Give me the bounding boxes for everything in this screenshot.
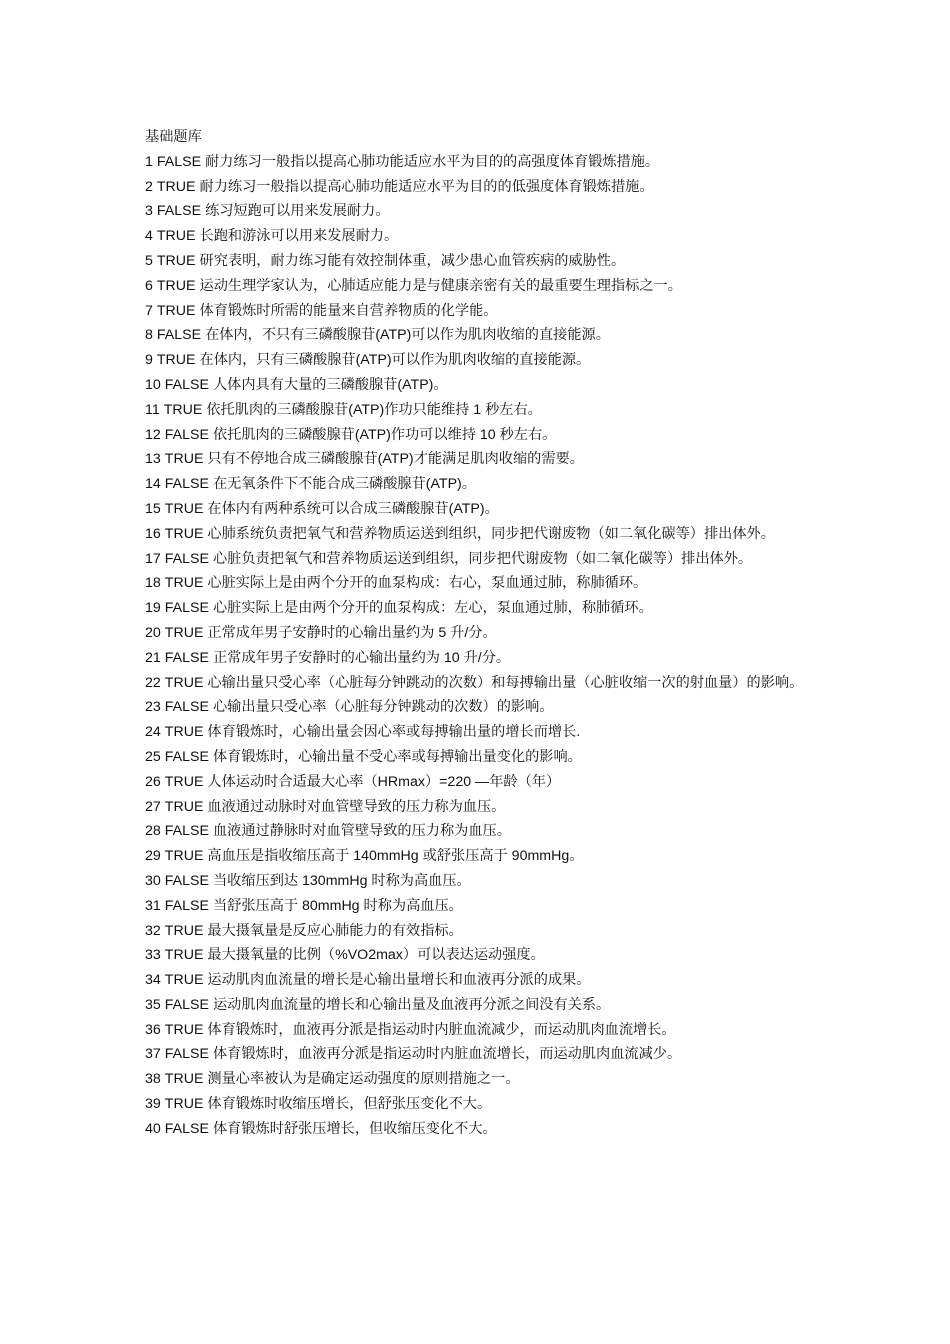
question-number: 14	[145, 476, 161, 493]
question-number: 7	[145, 302, 153, 319]
question-item	[145, 522, 810, 547]
question-text: 高血压是指收缩压高于 140mmHg 或舒张压高于 90mmHg。	[207, 848, 584, 865]
question-text: 研究表明，耐力练习能有效控制体重，减少患心血管疾病的威胁性。	[199, 252, 626, 269]
answer-label: FALSE	[164, 1046, 209, 1063]
question-item	[145, 894, 810, 919]
question-item	[145, 447, 810, 472]
question-number: 31	[145, 897, 161, 914]
question-text: 体育锻炼时，血液再分派是指运动时内脏血流增长，而运动肌肉血流减少。	[212, 1046, 682, 1063]
question-item	[145, 472, 810, 497]
question-text: 只有不停地合成三磷酸腺苷(ATP)才能满足肌肉收缩的需要。	[207, 451, 584, 468]
answer-label: TRUE	[164, 500, 204, 517]
question-item	[145, 993, 810, 1018]
question-item	[145, 621, 810, 646]
question-text: 最大摄氧量是反应心肺能力的有效指标。	[207, 922, 463, 939]
answer-label: TRUE	[164, 624, 204, 641]
question-number: 6	[145, 277, 153, 294]
question-item	[145, 844, 810, 869]
question-number: 24	[145, 724, 161, 741]
answer-label: TRUE	[164, 972, 204, 989]
question-number: 9	[145, 352, 153, 369]
question-text: 最大摄氧量的比例（%VO2max）可以表达运动强度。	[207, 947, 545, 964]
question-number: 38	[145, 1071, 161, 1088]
question-text: 耐力练习一般指以提高心肺功能适应水平为目的的低强度体育锻炼措施。	[199, 178, 654, 195]
question-text: 当舒张压高于 80mmHg 时称为高血压。	[212, 897, 463, 914]
question-text: 体育锻炼时，心输出量会因心率或每搏输出量的增长而增长.	[207, 724, 581, 741]
question-text: 血液通过动脉时对血管壁导致的压力称为血压。	[207, 798, 506, 815]
question-number: 21	[145, 649, 161, 666]
document-body	[145, 125, 810, 1142]
question-number: 26	[145, 773, 161, 790]
answer-label: FALSE	[164, 748, 209, 765]
question-number: 11	[145, 401, 160, 418]
question-item	[145, 1117, 810, 1142]
answer-label: FALSE	[156, 203, 202, 220]
answer-label: FALSE	[164, 476, 209, 493]
question-item	[145, 695, 810, 720]
answer-label: TRUE	[164, 575, 204, 592]
question-text: 心脏实际上是由两个分开的血泵构成：右心，泵血通过肺，称肺循环。	[207, 575, 648, 592]
question-item	[145, 1067, 810, 1092]
question-number: 23	[145, 699, 161, 716]
question-number: 40	[145, 1120, 161, 1137]
answer-label: TRUE	[156, 178, 196, 195]
question-number: 37	[145, 1046, 161, 1063]
question-text: 运动生理学家认为，心肺适应能力是与健康亲密有关的最重要生理指标之一。	[199, 277, 682, 294]
question-number: 3	[145, 203, 153, 220]
question-number: 2	[145, 178, 153, 195]
question-item	[145, 571, 810, 596]
question-text: 体育锻炼时，血液再分派是指运动时内脏血流减少，而运动肌肉血流增长。	[207, 1021, 676, 1038]
question-text: 长跑和游泳可以用来发展耐力。	[199, 228, 399, 245]
question-text: 人体运动时合适最大心率（HRmax）=220 —年龄（年）	[207, 773, 561, 790]
question-number: 36	[145, 1021, 161, 1038]
question-number: 29	[145, 848, 161, 865]
question-text: 练习短跑可以用来发展耐力。	[205, 203, 390, 220]
question-item	[145, 869, 810, 894]
question-item	[145, 819, 810, 844]
question-text: 心脏负责把氧气和营养物质运送到组织，同步把代谢废物（如二氧化碳等）排出体外。	[212, 550, 753, 567]
question-number: 28	[145, 823, 161, 840]
question-item	[145, 199, 810, 224]
question-text: 在体内有两种系统可以合成三磷酸腺苷(ATP)。	[207, 500, 499, 517]
question-number: 32	[145, 922, 161, 939]
question-item	[145, 596, 810, 621]
question-number: 30	[145, 872, 161, 889]
answer-label: TRUE	[163, 401, 203, 418]
question-item	[145, 671, 810, 696]
answer-label: FALSE	[164, 426, 209, 443]
question-text: 人体内具有大量的三磷酸腺苷(ATP)。	[212, 376, 448, 393]
question-text: 在体内，只有三磷酸腺苷(ATP)可以作为肌肉收缩的直接能源。	[199, 352, 591, 369]
question-text: 心输出量只受心率（心脏每分钟跳动的次数）和每搏输出量（心脏收缩一次的射血量）的影响。	[207, 674, 804, 691]
answer-label: FALSE	[164, 823, 209, 840]
answer-label: FALSE	[164, 897, 209, 914]
question-number: 12	[145, 426, 161, 443]
answer-label: TRUE	[164, 947, 204, 964]
answer-label: FALSE	[164, 872, 209, 889]
answer-label: FALSE	[156, 327, 202, 344]
answer-label: TRUE	[164, 922, 204, 939]
question-number: 34	[145, 972, 161, 989]
answer-label: FALSE	[164, 600, 209, 617]
answer-label: FALSE	[164, 1120, 209, 1137]
question-text: 体育锻炼时，心输出量不受心率或每搏输出量变化的影响。	[212, 748, 582, 765]
question-number: 25	[145, 748, 161, 765]
question-item	[145, 720, 810, 745]
question-text: 体育锻炼时收缩压增长，但舒张压变化不大。	[207, 1096, 492, 1113]
question-number: 39	[145, 1096, 161, 1113]
question-item	[145, 745, 810, 770]
question-text: 体育锻炼时所需的能量来自营养物质的化学能。	[199, 302, 498, 319]
question-item	[145, 1092, 810, 1117]
question-item	[145, 150, 810, 175]
question-text: 在体内，不只有三磷酸腺苷(ATP)可以作为肌肉收缩的直接能源。	[205, 327, 610, 344]
answer-label: TRUE	[164, 773, 204, 790]
answer-label: TRUE	[164, 451, 204, 468]
question-text: 心肺系统负责把氧气和营养物质运送到组织，同步把代谢废物（如二氧化碳等）排出体外。	[207, 525, 775, 542]
question-text: 正常成年男子安静时的心输出量约为 10 升/分。	[212, 649, 511, 666]
question-text: 当收缩压到达 130mmHg 时称为高血压。	[212, 872, 471, 889]
question-number: 5	[145, 252, 153, 269]
answer-label: TRUE	[164, 674, 204, 691]
question-number: 17	[145, 550, 161, 567]
question-text: 心输出量只受心率（心脏每分钟跳动的次数）的影响。	[212, 699, 554, 716]
question-list	[145, 150, 810, 1142]
question-number: 22	[145, 674, 161, 691]
answer-label: TRUE	[164, 848, 204, 865]
question-text: 心脏实际上是由两个分开的血泵构成：左心，泵血通过肺，称肺循环。	[212, 600, 653, 617]
question-number: 18	[145, 575, 161, 592]
question-item	[145, 547, 810, 572]
answer-label: FALSE	[164, 649, 209, 666]
answer-label: TRUE	[164, 724, 204, 741]
answer-label: TRUE	[164, 798, 204, 815]
answer-label: TRUE	[156, 228, 196, 245]
question-item	[145, 1042, 810, 1067]
answer-label: TRUE	[156, 252, 196, 269]
question-text: 测量心率被认为是确定运动强度的原则措施之一。	[207, 1071, 520, 1088]
question-text: 依托肌肉的三磷酸腺苷(ATP)作功只能维持 1 秒左右。	[206, 401, 542, 418]
question-item	[145, 224, 810, 249]
question-item	[145, 646, 810, 671]
question-text: 正常成年男子安静时的心输出量约为 5 升/分。	[207, 624, 497, 641]
question-item	[145, 274, 810, 299]
question-item	[145, 1018, 810, 1043]
question-number: 35	[145, 996, 161, 1013]
question-number: 33	[145, 947, 161, 964]
question-text: 依托肌肉的三磷酸腺苷(ATP)作功可以维持 10 秒左右。	[212, 426, 557, 443]
answer-label: FALSE	[156, 153, 202, 170]
question-item	[145, 919, 810, 944]
answer-label: FALSE	[164, 996, 209, 1013]
question-text: 血液通过静脉时对血管壁导致的压力称为血压。	[212, 823, 511, 840]
question-item	[145, 770, 810, 795]
question-item	[145, 795, 810, 820]
question-number: 15	[145, 500, 161, 517]
question-item	[145, 249, 810, 274]
question-number: 16	[145, 525, 161, 542]
question-item	[145, 423, 810, 448]
question-text: 运动肌肉血流量的增长和心输出量及血液再分派之间没有关系。	[212, 996, 611, 1013]
question-text: 在无氧条件下不能合成三磷酸腺苷(ATP)。	[212, 476, 476, 493]
question-item	[145, 398, 810, 423]
question-number: 4	[145, 228, 153, 245]
question-number: 1	[145, 153, 153, 170]
question-number: 20	[145, 624, 161, 641]
answer-label: TRUE	[164, 1071, 204, 1088]
answer-label: TRUE	[164, 1096, 204, 1113]
question-text: 运动肌肉血流量的增长是心输出量增长和血液再分派的成果。	[207, 972, 591, 989]
question-item	[145, 323, 810, 348]
question-item	[145, 175, 810, 200]
answer-label: FALSE	[164, 550, 209, 567]
answer-label: TRUE	[164, 525, 204, 542]
answer-label: FALSE	[164, 699, 209, 716]
question-number: 19	[145, 600, 161, 617]
question-number: 10	[145, 376, 161, 393]
answer-label: FALSE	[164, 376, 209, 393]
answer-label: TRUE	[156, 302, 196, 319]
question-item	[145, 348, 810, 373]
question-number: 13	[145, 451, 161, 468]
question-text: 体育锻炼时舒张压增长，但收缩压变化不大。	[212, 1120, 497, 1137]
question-item	[145, 373, 810, 398]
answer-label: TRUE	[156, 352, 196, 369]
question-item	[145, 968, 810, 993]
question-text: 耐力练习一般指以提高心肺功能适应水平为目的的高强度体育锻炼措施。	[205, 153, 660, 170]
question-number: 8	[145, 327, 153, 344]
question-item	[145, 943, 810, 968]
question-item	[145, 299, 810, 324]
answer-label: TRUE	[156, 277, 196, 294]
question-number: 27	[145, 798, 161, 815]
answer-label: TRUE	[164, 1021, 204, 1038]
document-heading: 基础题库	[145, 129, 202, 145]
question-item	[145, 497, 810, 522]
